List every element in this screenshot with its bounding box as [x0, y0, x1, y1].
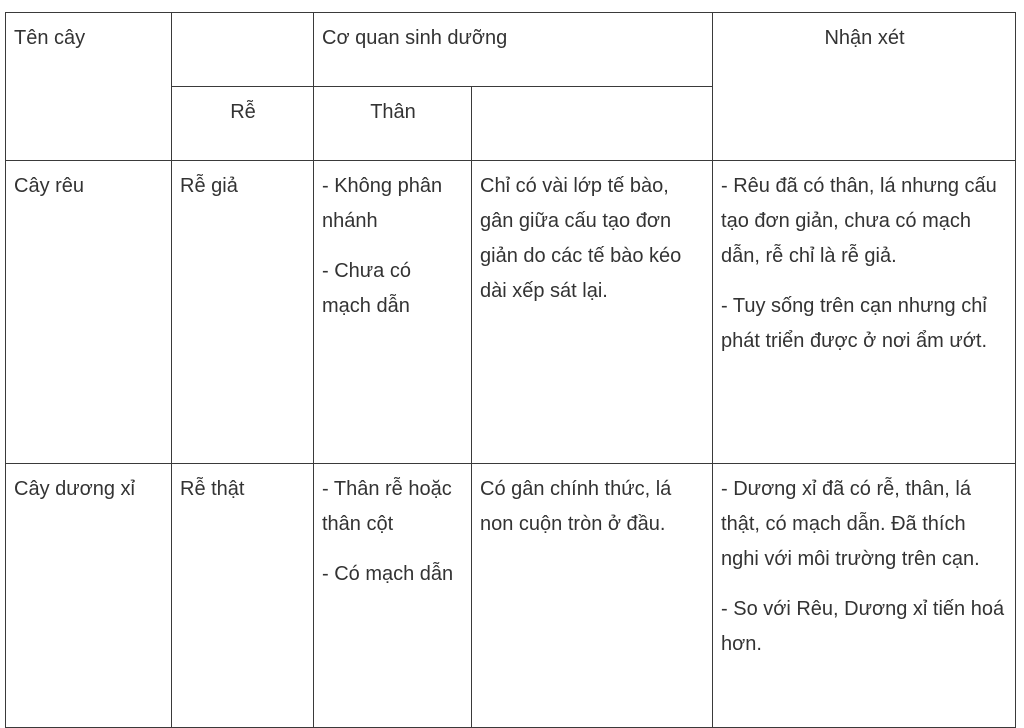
- remark-point: - Tuy sống trên cạn nhưng chỉ phát triển được ở nơi ẩm ướt.: [721, 295, 988, 352]
- header-plant-name: Tên cây: [6, 13, 172, 161]
- root-cell: Rễ thật: [172, 464, 314, 728]
- remark-point: - So với Rêu, Dương xỉ tiến hoá hơn.: [721, 598, 1005, 655]
- header-remarks: Nhận xét: [713, 13, 1016, 161]
- header-leaf-empty: [472, 87, 713, 161]
- header-row-1: [6, 13, 1016, 87]
- plant-name-cell: Cây dương xỉ: [6, 464, 172, 728]
- stem-cell: [314, 161, 472, 464]
- header-empty-cell: [172, 13, 314, 87]
- root-cell: Rễ giả: [172, 161, 314, 464]
- stem-point: - Không phân nhánh: [322, 175, 443, 232]
- remarks-cell: [713, 464, 1016, 728]
- header-root: Rễ: [172, 87, 314, 161]
- table-row: [6, 464, 1016, 728]
- header-vegetative-organs: Cơ quan sinh dưỡng: [314, 13, 713, 87]
- remark-point: - Dương xỉ đã có rễ, thân, lá thật, có mạch dẫn. Đã thích nghi với môi trường trên cạn.: [721, 478, 980, 570]
- stem-point: - Chưa có mạch dẫn: [322, 260, 411, 317]
- remark-point: - Rêu đã có thân, lá nhưng cấu tạo đơn giản, chưa có mạch dẫn, rễ chỉ là rễ giả.: [721, 175, 997, 267]
- leaf-cell: Chỉ có vài lớp tế bào, gân giữa cấu tạo đơn giản do các tế bào kéo dài xếp sát lại.: [472, 161, 713, 464]
- table-row: [6, 161, 1016, 464]
- stem-cell: [314, 464, 472, 728]
- leaf-cell: Có gân chính thức, lá non cuộn tròn ở đầu.: [472, 464, 713, 728]
- stem-point: - Có mạch dẫn: [322, 563, 454, 585]
- header-stem: Thân: [314, 87, 472, 161]
- comparison-table: [5, 12, 1016, 728]
- remarks-cell: [713, 161, 1016, 464]
- plant-name-cell: Cây rêu: [6, 161, 172, 464]
- stem-point: - Thân rễ hoặc thân cột: [322, 478, 452, 535]
